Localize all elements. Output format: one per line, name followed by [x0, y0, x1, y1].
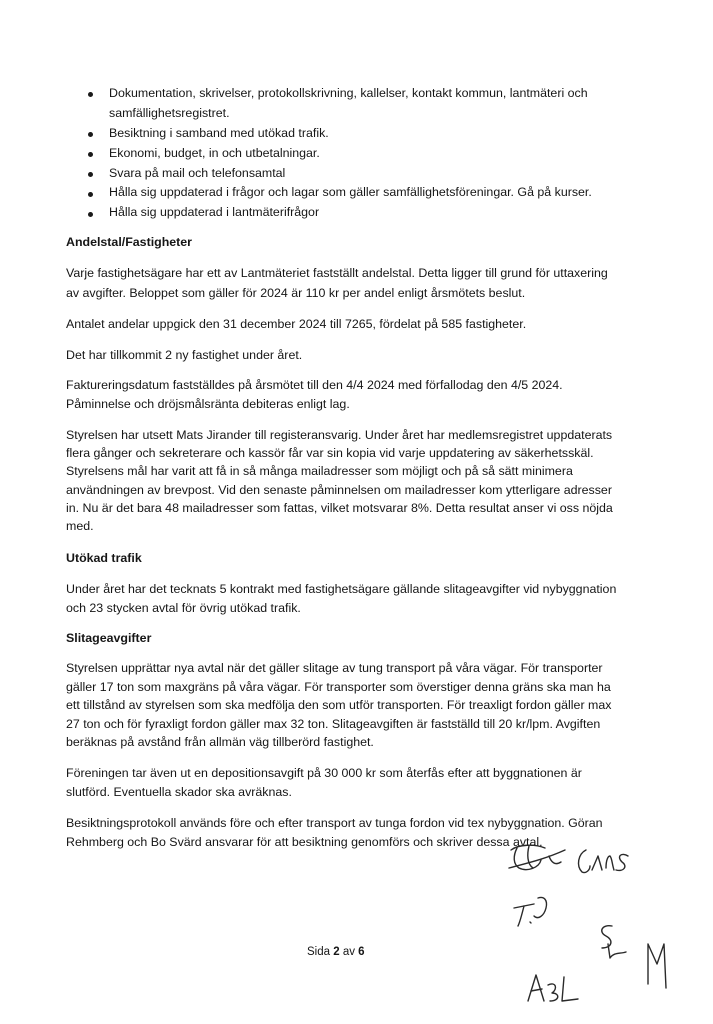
paragraph-line: Styrelsens mål har varit att få in så många mailadresser som möjligt och på så sätt minimera [66, 464, 573, 478]
signature-initials [508, 890, 558, 932]
signature-initials [640, 936, 674, 992]
paragraph-ny-fastighet: Det har tillkommit 2 ny fastighet under året. [66, 348, 303, 362]
list-item-continuation: samfällighetsregistret. [109, 106, 230, 120]
bullet-marker [88, 152, 93, 157]
paragraph-line: Under året har det tecknats 5 kontrakt med fastighetsägare gällande slitageavgifter vid nybyggnation [66, 582, 617, 596]
paragraph-line: slutförd. Eventuella skador ska avräknas. [66, 785, 292, 799]
list-item: Besiktning i samband med utökad trafik. [109, 126, 329, 140]
bullet-marker [88, 132, 93, 137]
paragraph-line: Varje fastighetsägare har ett av Lantmäteriet fastställt andelstal. Detta ligger till grund för uttaxering [66, 266, 608, 280]
list-item: Hålla sig uppdaterad i frågor och lagar som gäller samfällighetsföreningar. Gå på kurser. [109, 185, 592, 199]
paragraph-line: Besiktningsprotokoll används före och efter transport av tunga fordon vid tex nybyggnation. Göran [66, 816, 603, 830]
page-separator: av [339, 946, 359, 958]
paragraph-line: flera gånger och sekreterare och kassör får var sin kopia vid varje uppdatering av säkerhetsskäl. [66, 446, 594, 460]
paragraph-line: Påminnelse och dröjsmålsränta debiteras enligt lag. [66, 397, 350, 411]
page-number [307, 946, 365, 958]
section-heading-andelstal: Andelstal/Fastigheter [66, 235, 192, 249]
section-heading-utokad-trafik: Utökad trafik [66, 551, 142, 565]
paragraph-line: Rehmberg och Bo Svärd ansvarar för att besiktning genomförs och skriver dessa avtal. [66, 835, 543, 849]
bullet-marker [88, 212, 93, 217]
bullet-marker [88, 192, 93, 197]
signature-initials [590, 918, 634, 962]
paragraph-line: ett tillstånd av styrelsen som ska medfölja den som utför transporten. För treaxligt fordon gäller max [66, 698, 612, 712]
page-label: Sida [307, 946, 334, 958]
list-item: Hålla sig uppdaterad i lantmäterifrågor [109, 205, 320, 219]
list-item: Svara på mail och telefonsamtal [109, 166, 286, 180]
current-page: 2 [333, 946, 340, 958]
paragraph-line: och 23 stycken avtal för övrig utökad trafik. [66, 601, 301, 615]
paragraph-line: 27 ton och för fyraxligt fordon gäller max 32 ton. Slitageavgiften är fastställd till 20 kr/lpm. Avgiften [66, 717, 601, 731]
paragraph-line: med. [66, 519, 94, 533]
signature-initials [572, 842, 632, 878]
signature-initials [505, 838, 575, 878]
bullet-marker [88, 92, 93, 97]
total-pages: 6 [358, 946, 365, 958]
paragraph-line: Faktureringsdatum fastställdes på årsmötet till den 4/4 2024 med förfallodag den 4/5 2024. [66, 378, 563, 392]
list-item: Dokumentation, skrivelser, protokollskrivning, kallelser, kontakt kommun, lantmäteri och [109, 86, 588, 100]
paragraph-line: användningen av brevpost. Vid den senaste påminnelsen om mailadresser kom ytterligare adresser [66, 483, 612, 497]
paragraph-line: Styrelsen upprättar nya avtal när det gäller slitage av tung transport på våra vägar. För transporter [66, 661, 603, 675]
bullet-marker [88, 172, 93, 177]
list-item: Ekonomi, budget, in och utbetalningar. [109, 146, 320, 160]
paragraph-andelar: Antalet andelar uppgick den 31 december 2024 till 7265, fördelat på 585 fastigheter. [66, 317, 527, 331]
paragraph-line: Styrelsen har utsett Mats Jirander till registeransvarig. Under året har medlemsregistret uppdaterats [66, 428, 613, 442]
section-heading-slitageavgifter: Slitageavgifter [66, 631, 152, 645]
paragraph-line: beräknas på avstånd från allmän väg tillberörd fastighet. [66, 735, 374, 749]
paragraph-line: av avgifter. Beloppet som gäller för 2024 är 110 kr per andel enligt årsmötets beslut. [66, 286, 526, 300]
signature-initials [520, 965, 584, 1009]
paragraph-line: Föreningen tar även ut en depositionsavgift på 30 000 kr som återfås efter att byggnationen är [66, 766, 582, 780]
paragraph-line: gäller 17 ton som maxgräns på våra vägar. För transporter som överstiger denna gräns ska man ha [66, 680, 611, 694]
paragraph-line: in. Nu är det bara 48 mailadresser som fattas, vilket motsvarar 8%. Detta resultat anser vi oss nöjda [66, 501, 613, 515]
